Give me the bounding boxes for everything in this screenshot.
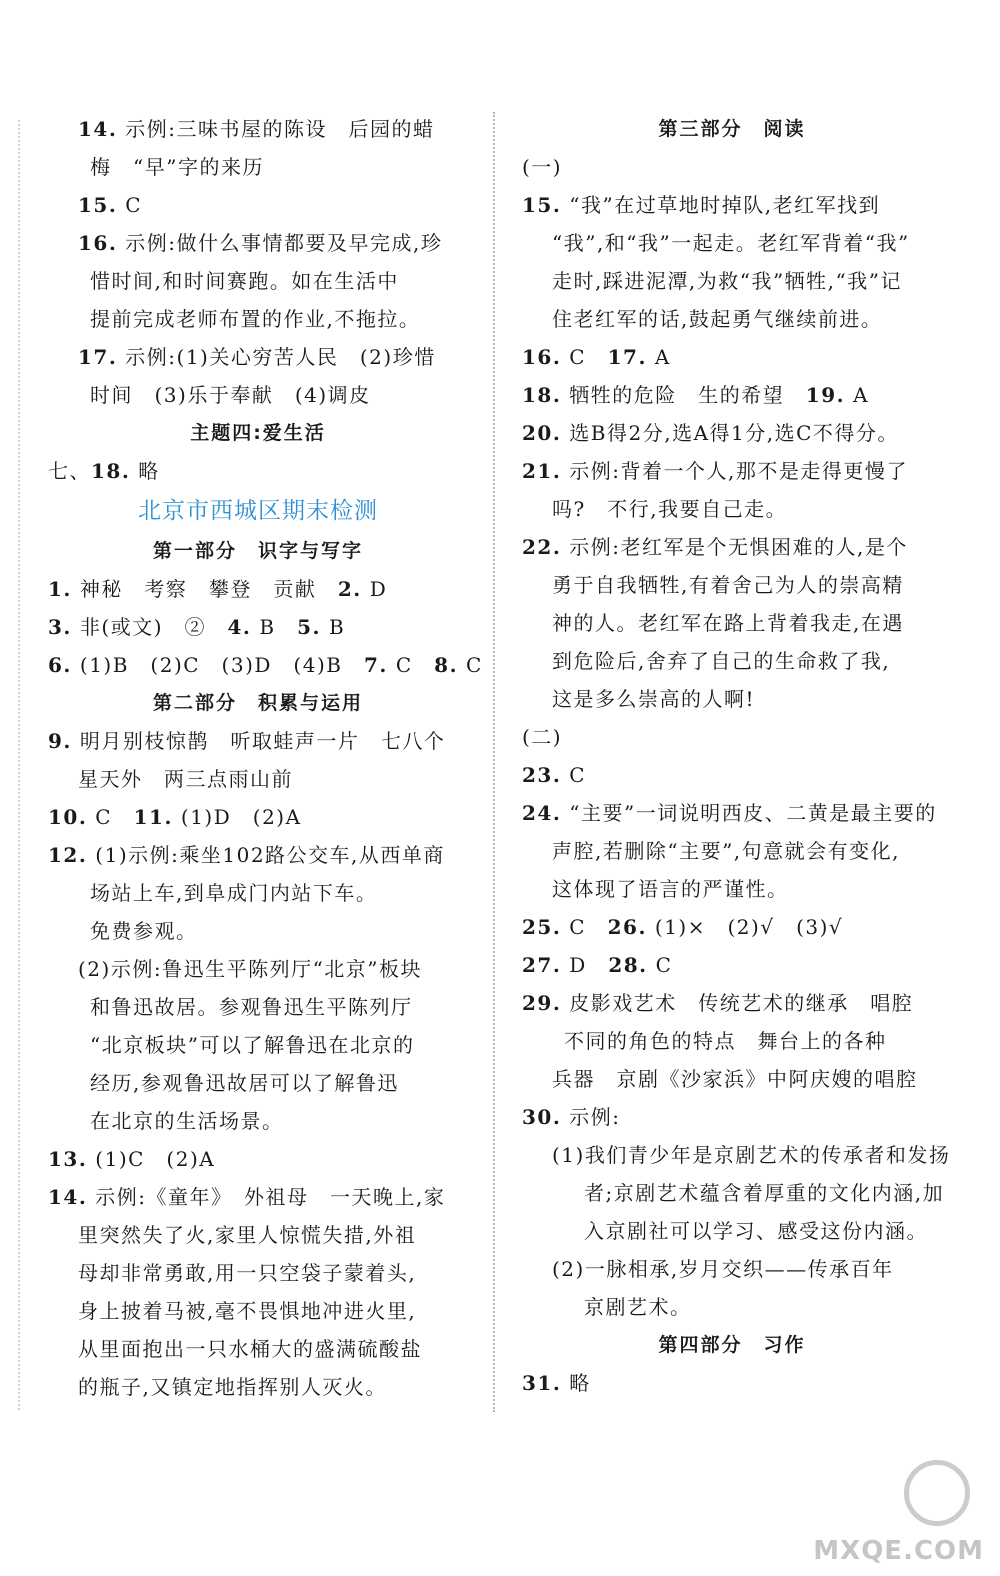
answer-text: 略 (569, 1371, 591, 1395)
item-number: 16. (522, 345, 562, 369)
answer-line (48, 148, 468, 186)
answer-line (48, 1368, 468, 1406)
answer-line (522, 984, 942, 1022)
item-number: 7. (363, 653, 388, 677)
section-title: 北京市西城区期末检测 (138, 498, 378, 524)
answer-text: 示例:老红军是个无惧困难的人,是个 (569, 535, 908, 559)
answer-line (48, 608, 468, 646)
item-number: 28. (608, 953, 648, 977)
answer-line (48, 1140, 468, 1178)
item-number: 18. (522, 383, 562, 407)
answer-line (48, 836, 468, 874)
answer-line (522, 1136, 951, 1174)
answer-text: 经历,参观鲁迅故居可以了解鲁迅 (90, 1071, 399, 1095)
answer-line (522, 642, 942, 680)
answer-line (522, 1212, 942, 1250)
answer-text: 身上披着马被,毫不畏惧地冲进火里, (78, 1299, 417, 1323)
item-number: 27. (522, 953, 562, 977)
answer-text: D (569, 953, 609, 977)
answer-line (48, 1064, 468, 1102)
answer-text: 母却非常勇敢,用一只空袋子蒙着头, (78, 1261, 417, 1285)
answer-line (48, 988, 468, 1026)
answer-line (48, 1330, 468, 1368)
answer-text: 里突然失了火,家里人惊慌失措,外祖 (78, 1223, 417, 1247)
answer-text: C (466, 653, 483, 677)
item-number: 6. (48, 653, 72, 677)
answer-line (522, 262, 942, 300)
item-number: 5. (297, 615, 321, 639)
part-heading: 第二部分 积累与运用 (152, 692, 363, 714)
answer-line (48, 874, 468, 912)
item-number: 15. (78, 193, 118, 217)
item-number: 29. (522, 991, 562, 1015)
answer-text: “我”,和“我”一起走。老红军背着“我” (552, 231, 910, 255)
answer-text: A (654, 345, 671, 369)
answer-text: 场站上车,到阜成门内站下车。 (90, 881, 378, 905)
answer-text: 兵器 京剧《沙家浜》中阿庆嫂的唱腔 (552, 1067, 918, 1091)
answer-line (522, 1060, 942, 1098)
answer-line (48, 300, 468, 338)
answer-line (522, 756, 942, 794)
answer-text: B (259, 615, 298, 639)
answer-line (522, 1022, 942, 1060)
right-column (522, 110, 951, 1402)
answer-line (48, 798, 468, 836)
answer-text: 选B得2分,选A得1分,选C不得分。 (569, 421, 899, 445)
answer-line (48, 1026, 468, 1064)
item-number: 12. (48, 843, 88, 867)
answer-line (522, 718, 942, 756)
answer-text: 这体现了语言的严谨性。 (552, 877, 789, 901)
margin-rule (18, 120, 20, 1410)
answer-line (522, 794, 942, 832)
answer-text: (1)D (2)A (180, 805, 302, 829)
item-number: 17. (607, 345, 647, 369)
answer-line (48, 912, 468, 950)
answer-line (48, 338, 468, 376)
item-number: 25. (522, 915, 562, 939)
answer-text: 时间 (3)乐于奉献 (4)调皮 (90, 383, 371, 407)
answer-text: (1)我们青少年是京剧艺术的传承者和发扬 (552, 1143, 951, 1167)
item-number: 24. (522, 801, 562, 825)
item-number: 17. (78, 345, 118, 369)
answer-line (522, 338, 942, 376)
part-heading: 主题四:爱生活 (190, 422, 326, 444)
answer-text: 示例:三味书屋的陈设 后园的蜡 (125, 117, 435, 141)
answer-text: A (853, 383, 870, 407)
answer-text: (1)× (2)√ (3)√ (654, 915, 844, 939)
answer-text: (一) (522, 155, 563, 179)
answer-line (48, 760, 468, 798)
answer-line (48, 186, 468, 224)
answer-line (48, 1292, 468, 1330)
answer-line (522, 870, 942, 908)
answer-line (522, 224, 942, 262)
item-number: 8. (434, 653, 459, 677)
answer-line (522, 490, 942, 528)
column-divider (493, 112, 495, 1412)
answer-text: B (328, 615, 346, 639)
answer-line (48, 570, 468, 608)
item-number: 4. (227, 615, 252, 639)
watermark-text: MXQE.COM (813, 1536, 984, 1566)
answer-text: 免费参观。 (90, 919, 198, 943)
answer-text: 入京剧社可以学习、感受这份内涵。 (584, 1219, 928, 1243)
answer-text: 皮影戏艺术 传统艺术的继承 唱腔 (569, 991, 914, 1015)
item-prefix: 七、 (48, 459, 91, 483)
item-number: 15. (522, 193, 562, 217)
answer-text: D (369, 577, 388, 601)
answer-line (48, 1216, 468, 1254)
answer-line (522, 832, 942, 870)
left-column (48, 110, 483, 1406)
answer-line (522, 1364, 942, 1402)
answer-line (48, 646, 483, 684)
item-number: 10. (48, 805, 88, 829)
answer-line (48, 722, 468, 760)
answer-text: C (569, 915, 608, 939)
answer-text: 梅 “早”字的来历 (90, 155, 264, 179)
answer-text: (1)示例:乘坐102路公交车,从西单商 (95, 843, 445, 867)
answer-line (48, 110, 468, 148)
answer-text: 吗? 不行,我要自己走。 (552, 497, 788, 521)
answer-text: C (125, 193, 143, 217)
answer-text: 声腔,若删除“主要”,句意就会有变化, (552, 839, 901, 863)
answer-line (522, 300, 942, 338)
answer-text: 示例:《童年》 外祖母 一天晚上,家 (95, 1185, 446, 1209)
answer-line (48, 262, 468, 300)
answer-text: 从里面抱出一只水桶大的盛满硫酸盐 (78, 1337, 422, 1361)
answer-text: 到危险后,舍弃了自己的生命救了我, (552, 649, 891, 673)
answer-text: 走时,踩进泥潭,为救“我”牺牲,“我”记 (552, 269, 902, 293)
item-number: 21. (522, 459, 562, 483)
item-number: 2. (337, 577, 362, 601)
answer-text: 星天外 两三点雨山前 (78, 767, 293, 791)
answer-line (48, 452, 468, 490)
answer-text: (1)B (2)C (3)D (4)B (79, 653, 364, 677)
watermark-logo-icon (904, 1460, 970, 1526)
item-number: 11. (133, 805, 173, 829)
answer-line (522, 1098, 942, 1136)
answer-line (522, 1250, 942, 1288)
item-number: 19. (805, 383, 846, 407)
answer-text: 示例:(1)关心穷苦人民 (2)珍惜 (125, 345, 436, 369)
answer-text: 明月别枝惊鹊 听取蛙声一片 七八个 (79, 729, 446, 753)
answer-line (522, 376, 942, 414)
item-number: 18. (91, 459, 131, 483)
item-number: 14. (78, 117, 118, 141)
answer-text: 提前完成老师布置的作业,不拖拉。 (90, 307, 421, 331)
answer-text: C (569, 345, 608, 369)
answer-line (48, 376, 468, 414)
answer-text: 神的人。老红军在路上背着我走,在遇 (552, 611, 904, 635)
answer-text: 非(或文) ② (79, 615, 228, 639)
answer-line (48, 224, 468, 262)
answer-text: “主要”一词说明西皮、二黄是最主要的 (569, 801, 937, 825)
item-number: 23. (522, 763, 562, 787)
answer-text: 勇于自我牺牲,有着舍己为人的崇高精 (552, 573, 904, 597)
answer-text: 住老红军的话,鼓起勇气继续前进。 (552, 307, 883, 331)
answer-line (522, 1174, 945, 1212)
site-watermark (804, 1456, 984, 1566)
answer-line (522, 566, 942, 604)
answer-text: 示例:做什么事情都要及早完成,珍 (125, 231, 443, 255)
answer-text: 的瓶子,又镇定地指挥别人灭火。 (78, 1375, 387, 1399)
item-number: 3. (48, 615, 72, 639)
answer-line (522, 186, 942, 224)
answer-text: 和鲁迅故居。参观鲁迅生平陈列厅 (90, 995, 413, 1019)
answer-line (48, 1178, 468, 1216)
answer-line (522, 1288, 942, 1326)
answer-line (522, 946, 942, 984)
answer-line (522, 604, 942, 642)
answer-text: 京剧艺术。 (584, 1295, 692, 1319)
answer-line (522, 414, 942, 452)
item-number: 22. (522, 535, 562, 559)
answer-text: 这是多么崇高的人啊! (552, 687, 756, 711)
answer-line (48, 1102, 468, 1140)
answer-text: C (95, 805, 134, 829)
item-number: 9. (48, 729, 72, 753)
answer-text: 者;京剧艺术蕴含着厚重的文化内涵,加 (584, 1181, 945, 1205)
answer-line (522, 680, 942, 718)
answer-line (522, 148, 942, 186)
part-heading: 第一部分 识字与写字 (152, 540, 363, 562)
answer-text: 示例: (569, 1105, 621, 1129)
item-number: 14. (48, 1185, 88, 1209)
part-heading: 第三部分 阅读 (658, 118, 806, 140)
answer-text: (1)C (2)A (95, 1147, 216, 1171)
item-number: 13. (48, 1147, 88, 1171)
answer-line (48, 1254, 468, 1292)
answer-text: (2)一脉相承,岁月交织——传承百年 (552, 1257, 894, 1281)
answer-text: 不同的角色的特点 舞台上的各种 (564, 1029, 887, 1053)
item-number: 31. (522, 1371, 562, 1395)
answer-line (522, 452, 942, 490)
answer-text: 牺牲的危险 生的希望 (569, 383, 806, 407)
answer-text: “北京板块”可以了解鲁迅在北京的 (90, 1033, 415, 1057)
answer-text: (2)示例:鲁迅生平陈列厅“北京”板块 (78, 957, 423, 981)
answer-line (48, 950, 468, 988)
answer-text: 在北京的生活场景。 (90, 1109, 284, 1133)
answer-text: 略 (138, 459, 160, 483)
answer-line (522, 528, 942, 566)
answer-text: C (395, 653, 435, 677)
answer-line (522, 908, 942, 946)
answer-text: C (655, 953, 673, 977)
item-number: 20. (522, 421, 562, 445)
item-number: 30. (522, 1105, 562, 1129)
answer-text: 惜时间,和时间赛跑。如在生活中 (90, 269, 399, 293)
item-number: 16. (78, 231, 118, 255)
answer-text: “我”在过草地时掉队,老红军找到 (569, 193, 881, 217)
answer-text: 神秘 考察 攀登 贡献 (79, 577, 338, 601)
item-number: 26. (607, 915, 647, 939)
answer-text: 示例:背着一个人,那不是走得更慢了 (569, 459, 908, 483)
item-number: 1. (48, 577, 72, 601)
answer-text: C (569, 763, 587, 787)
answer-text: (二) (522, 725, 563, 749)
part-heading: 第四部分 习作 (658, 1334, 806, 1356)
